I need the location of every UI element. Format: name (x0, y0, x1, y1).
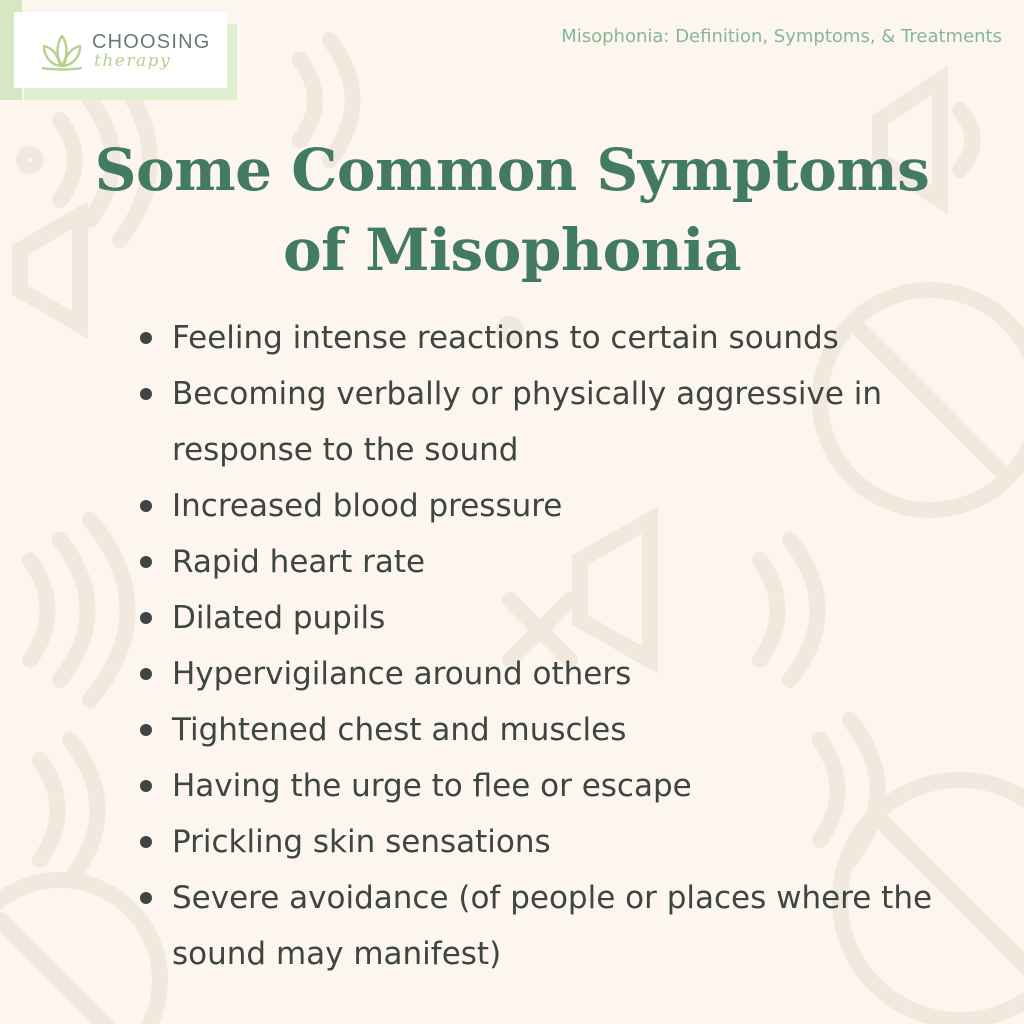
list-item (136, 478, 956, 534)
bullet-dot-icon (140, 836, 152, 848)
list-item-text: Feeling intense reactions to certain sounds (172, 320, 839, 356)
list-item-text: Increased blood pressure (172, 488, 563, 524)
list-item (136, 758, 956, 814)
list-item-text: Dilated pupils (172, 600, 386, 636)
list-item (136, 870, 956, 982)
list-item-text: Severe avoidance (of people or places where the sound may manifest) (172, 880, 933, 972)
list-item (136, 310, 956, 366)
list-item-text: Tightened chest and muscles (172, 712, 627, 748)
list-item (136, 814, 956, 870)
bullet-dot-icon (140, 892, 152, 904)
headline-line-1: Some Common Symptoms (94, 136, 930, 204)
headline-line-2: of Misophonia (282, 216, 742, 284)
symptom-list (136, 310, 956, 982)
bullet-dot-icon (140, 780, 152, 792)
bullet-dot-icon (140, 388, 152, 400)
list-item (136, 702, 956, 758)
list-item-text: Prickling skin sensations (172, 824, 551, 860)
brand-logo[interactable] (14, 12, 227, 88)
list-item (136, 590, 956, 646)
page-headline (0, 130, 1024, 290)
list-item-text: Rapid heart rate (172, 544, 426, 580)
list-item (136, 366, 956, 478)
logo-wordmark-top: CHOOSING (92, 31, 211, 53)
list-item-text: Hypervigilance around others (172, 656, 632, 692)
bullet-dot-icon (140, 612, 152, 624)
list-item-text: Becoming verbally or physically aggressive in response to the sound (172, 376, 883, 468)
list-item-text: Having the urge to flee or escape (172, 768, 692, 804)
logo-wordmark-bottom: therapy (94, 51, 172, 71)
lotus-leaf-icon (38, 30, 86, 74)
list-item (136, 646, 956, 702)
bullet-dot-icon (140, 332, 152, 344)
list-item (136, 534, 956, 590)
bullet-dot-icon (140, 668, 152, 680)
bullet-dot-icon (140, 556, 152, 568)
article-title: Misophonia: Definition, Symptoms, & Treatments (561, 26, 1002, 47)
bullet-dot-icon (140, 500, 152, 512)
bullet-dot-icon (140, 724, 152, 736)
